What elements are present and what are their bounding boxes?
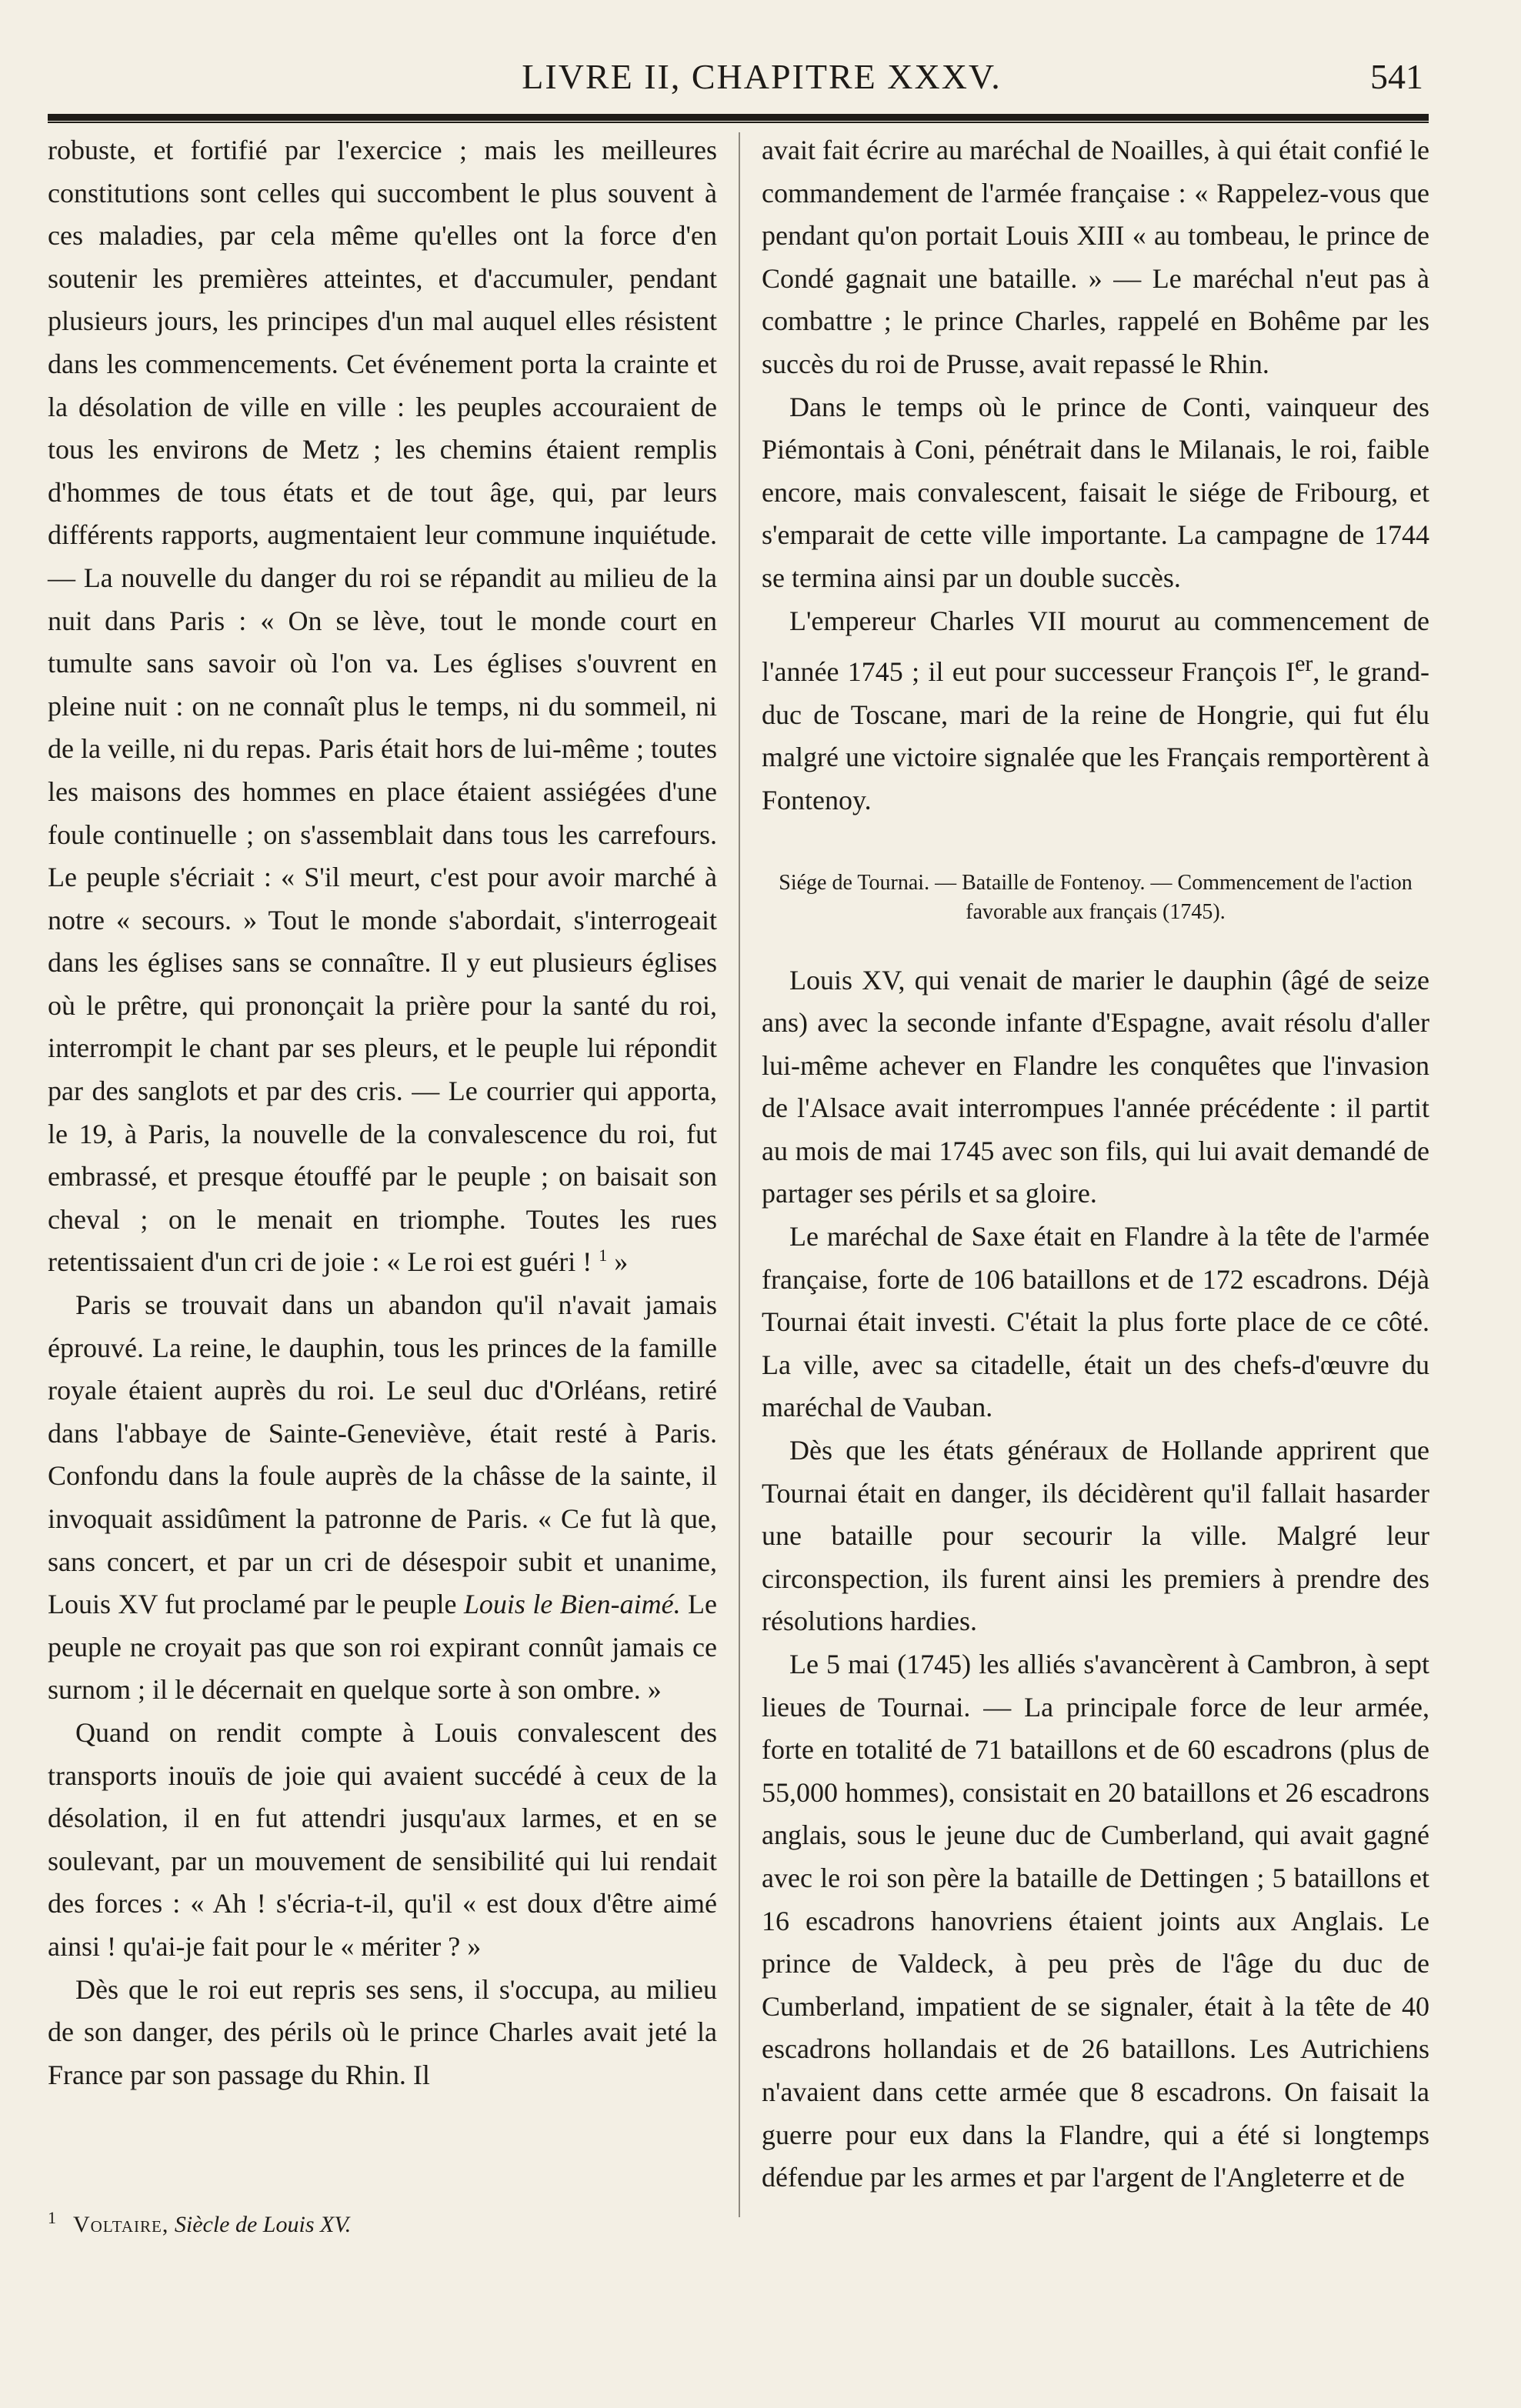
paragraph: Dans le temps où le prince de Conti, vainqueur des Piémontais à Coni, pénétrait dans le Milanais, le roi, faible encore, mais convalescent, faisait le siége de Fribourg, et s'emparait de cette ville importante. La campagne de 1744 se termina ainsi par un double succès. <box>762 391 1429 593</box>
paragraph: Louis XV, qui venait de marier le dauphin (âgé de seize ans) avec la seconde infante d'Espagne, avait résolu d'aller lui-même achever en Flandre les conquêtes que l'invasion de l'Alsace avait interrompues l'année précédente : il partit au mois de mai 1745 avec son fils, qui lui avait demandé de partager ses périls et sa gloire. <box>762 964 1429 1209</box>
page-number: 541 <box>1370 57 1423 96</box>
footnote <box>48 2210 717 2240</box>
paragraph-text: » <box>607 1246 629 1278</box>
paragraph <box>48 129 717 1284</box>
footnote-author: Voltaire, <box>73 2212 169 2237</box>
paragraph-text: Le peuple ne croyait pas que son roi expirant connût jamais ce surnom ; il le décernait en quelque sorte à son ombre. » <box>48 1589 717 1706</box>
paragraph: Le maréchal de Saxe était en Flandre à la tête de l'armée française, forte de 106 bataillons et de 172 escadrons. Déjà Tournai était investi. C'était la plus forte place de ce côté. La ville, avec sa citadelle, était un des chefs-d'œuvre du maréchal de Vauban. <box>762 1221 1429 1423</box>
section-heading: Siége de Tournai. — Bataille de Fontenoy. — Commencement de l'action favorable aux français (1745). <box>779 870 1413 924</box>
paragraph-text: , le grand-duc de Toscane, mari de la reine de Hongrie, qui fut élu malgré une victoire signalée que les Français remportèrent à Fontenoy. <box>762 656 1430 815</box>
right-column <box>762 129 1429 2200</box>
paragraph: Dès que les états généraux de Hollande apprirent que Tournai était en danger, ils décidèrent qu'il fallait hasarder une bataille pour secourir la ville. Malgré leur circonspection, ils furent ainsi les premiers à prendre des résolutions hardies. <box>762 1435 1429 1637</box>
footnote-mark: 1 <box>48 2208 56 2227</box>
superscript: er <box>1295 651 1313 677</box>
column-divider <box>739 132 740 2217</box>
footnote-work: Siècle de Louis XV. <box>174 2212 352 2237</box>
paragraph-text: robuste, et fortifié par l'exercice ; mais les meilleures constitutions sont celles qui succombent le plus souvent à ces maladies, par cela même qu'elles ont la force d'en soutenir les premières atteintes, et d'accumuler, pendant plusieurs jours, les principes d'un mal auquel elles résistent dans les commencements. Cet événement porta la crainte et la désolation de ville en ville : les peuples accouraient de tous les environs de Metz ; les chemins étaient remplis d'hommes de tous états et de tout âge, qui, par leurs différents rapports, augmentaient leur commune inquiétude. — La nouvelle du danger du roi se répandit au milieu de la nuit dans Paris : « On se lève, tout le monde court en tumulte sans savoir où l'on va. Les églises s'ouvrent en pleine nuit : on ne connaît plus le temps, ni du sommeil, ni de la veille, ni du repas. Paris était hors de lui-même ; toutes les maisons des hommes en place étaient assiégées d'une foule continuelle ; on s'assemblait dans tous les carrefours. Le peuple s'écriait : « S'il meurt, c'est pour avoir marché à notre « secours. » Tout le monde s'abordait, s'interrogeait dans les églises sans se connaître. Il y eut plusieurs églises où le prêtre, qui prononçait la prière pour la santé du roi, interrompit le chant par ses pleurs, et le peuple lui répondit par des sanglots et par des cris. — Le courrier qui apporta, le 19, à Paris, la nouvelle de la convalescence du roi, fut embrassé, et presque étouffé par le peuple ; on baisait son cheval ; on le menait en triomphe. Toutes les rues retentissaient d'un cri de joie : « Le roi est guéri ! <box>48 135 717 1278</box>
left-column <box>48 129 717 2096</box>
paragraph-text: Paris se trouvait dans un abandon qu'il n'avait jamais éprouvé. La reine, le dauphin, tous les princes de la famille royale étaient auprès du roi. Le seul duc d'Orléans, retiré dans l'abbaye de Sainte-Geneviève, était resté à Paris. Confondu dans la foule auprès de la châsse de la sainte, il invoquait assidûment la patronne de Paris. « Ce fut là que, sans concert, et par un cri de désespoir subit et unanime, Louis XV fut proclamé par le peuple <box>48 1289 717 1620</box>
emphasis-text: Louis le Bien-aimé. <box>463 1589 681 1620</box>
paragraph: avait fait écrire au maréchal de Noailles, à qui était confié le commandement de l'armée française : « Rappelez-vous que pendant qu'on portait Louis XIII « au tombeau, le prince de Condé gagnait une bataille. » — Le maréchal n'eut pas à combattre ; le prince Charles, rappelé en Bohême par les succès du roi de Prusse, avait repassé le Rhin. <box>762 135 1429 379</box>
running-title: LIVRE II, CHAPITRE XXXV. <box>522 57 1002 96</box>
paragraph <box>762 600 1429 822</box>
paragraph-text: L'empereur Charles VII mourut au commencement de l'année 1745 ; il eut pour successeur François I <box>762 605 1429 688</box>
paragraph <box>48 1284 717 1712</box>
footnote-reference: 1 <box>599 1246 608 1266</box>
paragraph: Le 5 mai (1745) les alliés s'avancèrent à Cambron, à sept lieues de Tournai. — La principale force de leur armée, forte en totalité de 71 bataillons et de 60 escadrons (plus de 55,000 hommes), consistait en 20 bataillons et 26 escadrons anglais, sous le jeune duc de Cumberland, qui avait gagné avec le roi son père la bataille de Dettingen ; 5 bataillons et 16 escadrons hanovriens étaient joints aux Anglais. Le prince de Valdeck, à peu près de l'âge du duc de Cumberland, impatient de se signaler, était à la tête de 40 escadrons hollandais et de 26 bataillons. Les Autrichiens n'avaient dans cette armée que 8 escadrons. On faisait la guerre pour eux dans la Flandre, qui a été si longtemps défendue par les armes et par l'argent de l'Angleterre et de <box>762 1649 1429 2193</box>
paragraph: Dès que le roi eut repris ses sens, il s'occupa, au milieu de son danger, des périls où le prince Charles avait jeté la France par son passage du Rhin. Il <box>48 1973 717 2090</box>
header-rule <box>48 114 1429 121</box>
page-header <box>100 46 1423 108</box>
paragraph: Quand on rendit compte à Louis convalescent des transports inouïs de joie qui avaient succédé à ceux de la désolation, il en fut attendri jusqu'aux larmes, et en se soulevant, par un mouvement de sensibilité qui lui rendait des forces : « Ah ! s'écria-t-il, qu'il « est doux d'être aimé ainsi ! qu'ai-je fait pour le « mériter ? » <box>48 1716 717 1962</box>
